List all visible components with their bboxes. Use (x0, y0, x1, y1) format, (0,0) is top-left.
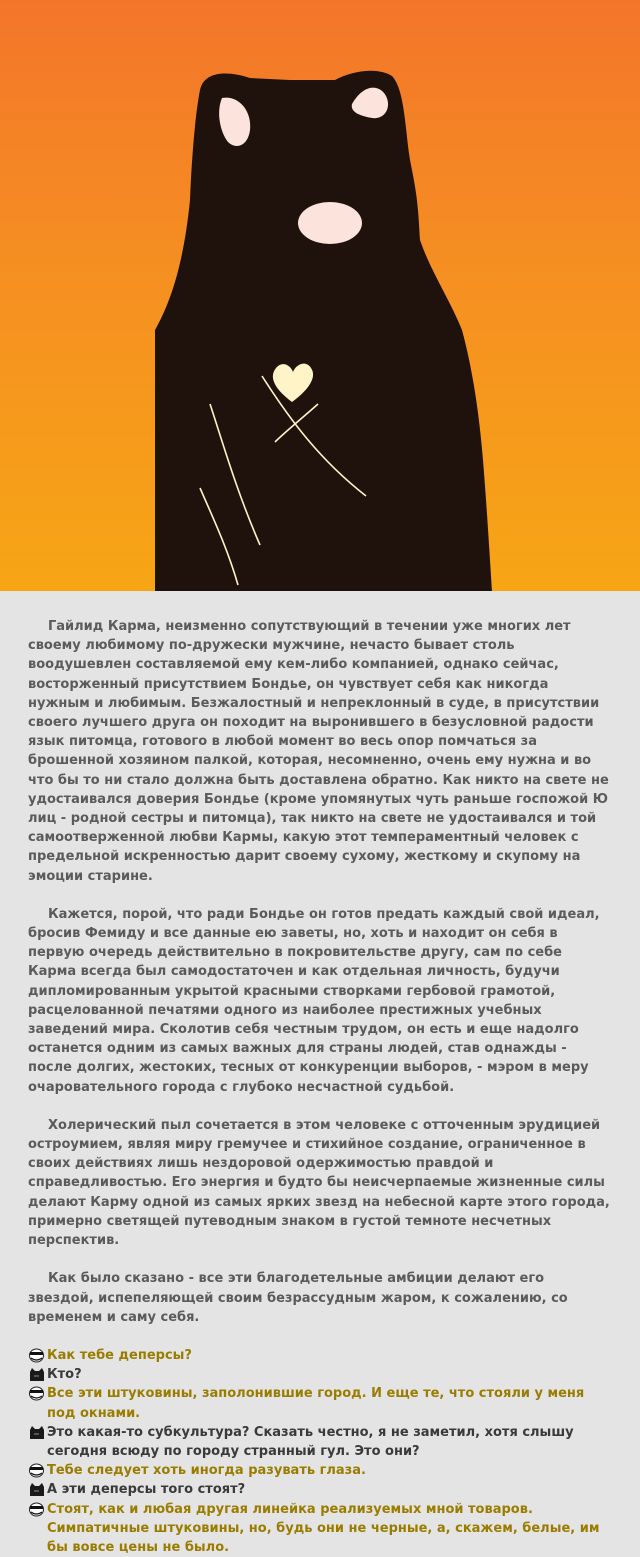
dialogue-text: А эти деперсы того стоят? (47, 1482, 246, 1498)
dialogue-line (28, 1461, 612, 1480)
paragraph-1: Гайлид Карма, неизменно сопутствующий в течении уже многих лет своему любимому по-дружески мужчине, нечасто бывает столь воодушевлен составляемой ему кем-либо компанией, однако сейчас, восторженный присутствием Бондье, он чувствует себя как никогда нужным и любимым. Безжалостный и непреклонный в суде, в присутствии своего лучшего друга он походит на выронившего в безусловной радости язык питомца, готового в любой момент во весь опор помчаться за брошенной хозяином палкой, которая, несомненно, очень ему нужна и во что бы то ни стало должна быть доставлена обратно. Как никто на свете не удостаивался доверия Бондье (кроме упомянутых чуть раньше госпожой Ю лиц - родной сестры и питомца), так никто на свете не удостаивался и той самоотверженной любви Кармы, какую этот темпераментный человек с предельной искренностью дарит своему сухому, жесткому и скупому на эмоции старине. (28, 619, 609, 884)
dialogue-text: Все эти штуковины, заполонившие город. И еще те, что стояли у меня под окнами. (47, 1386, 585, 1421)
dialogue-text: Тебе следует хоть иногда разувать глаза. (47, 1463, 366, 1479)
dialogue-line (28, 1384, 612, 1422)
story-content (0, 591, 640, 1557)
karma-face-icon (28, 1502, 45, 1517)
dialogue-text: Как тебе деперсы? (47, 1347, 192, 1363)
bondye-face-icon (28, 1425, 45, 1440)
paragraph-3: Холерический пыл сочетается в этом человеке с отточенным эрудицией остроумием, являя миру гремучее и стихийное создание, ограниченное в своих действиях лишь нездоровой одержимостью правдой и справедливостью. Его энергия и будто бы неисчерпаемые жизненные силы делают Карму одной из самых ярких звезд на небесной карте этого города, примерно светящей путеводным знаком в густой темноте несчетных перспектив. (28, 1117, 610, 1249)
paragraph-4: Как было сказано - все эти благодетельные амбиции делают его звездой, испепеляющей своим безрассудным жаром, к сожалению, со временем и саму себя. (28, 1271, 568, 1325)
dialogue (28, 1346, 612, 1557)
bondye-face-icon (28, 1482, 45, 1497)
dialogue-line (28, 1480, 612, 1499)
karma-face-icon (28, 1386, 45, 1401)
bondye-face-icon (28, 1367, 45, 1382)
dialogue-line (28, 1423, 612, 1461)
hero-illustration (0, 0, 640, 591)
dialogue-text: Стоят, как и любая другая линейка реализуемых мной товаров. Симпатичные штуковины, но, будь они не черные, а, скажем, белые, им бы вовсе цены не было. (47, 1501, 600, 1555)
dialogue-line (28, 1500, 612, 1557)
dialogue-text: Это какая-то субкультура? Сказать честно, я не заметил, хотя слышу сегодня всюду по городу странный гул. Это они? (47, 1424, 574, 1459)
paragraph-2: Кажется, порой, что ради Бондье он готов предать каждый свой идеал, бросив Фемиду и все данные ею заветы, но, хоть и находит он себя в первую очередь действительно в покровительстве другу, сам по себе Карма всегда был самодостаточен и как отдельная личность, будучи дипломированным укрытой красными створками гербовой грамотой, расцелованной печатями одного из наиболее престижных учебных заведений мира. Сколотив себя честным трудом, он есть и еще надолго останется одним из самых важных для страны людей, став однажды - после долгих, жестоких, тесных от конкуренции выборов, - мэром в меру очаровательного города с глубоко несчастной судьбой. (28, 906, 600, 1095)
snout-icon (298, 202, 362, 244)
dialogue-line (28, 1365, 612, 1384)
dialogue-line (28, 1346, 612, 1365)
dialogue-text: Кто? (47, 1367, 82, 1383)
bear-body (155, 71, 492, 591)
karma-face-icon (28, 1348, 45, 1363)
karma-face-icon (28, 1463, 45, 1478)
bear-silhouette-icon (0, 0, 640, 591)
